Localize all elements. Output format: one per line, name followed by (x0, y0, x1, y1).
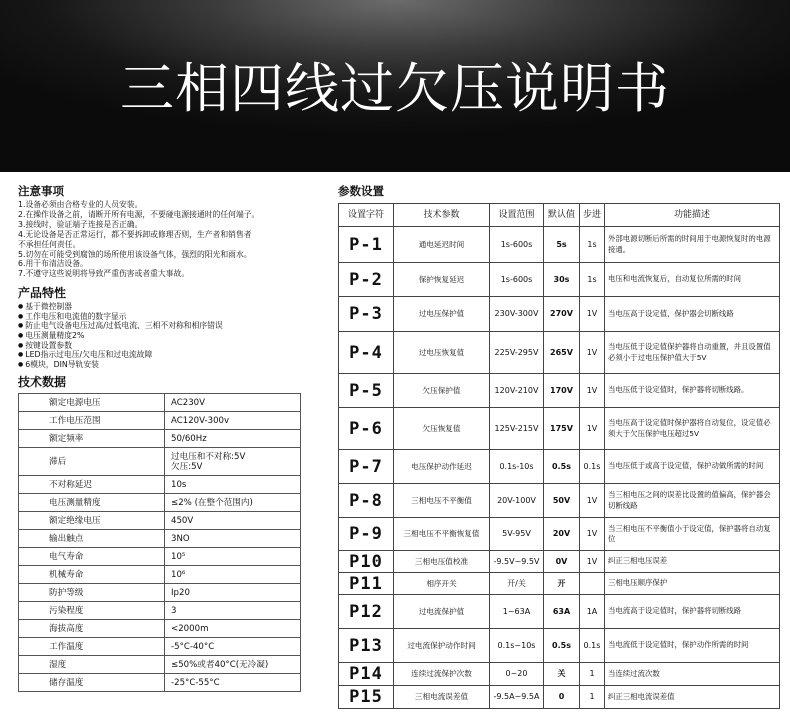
table-row (339, 686, 780, 709)
param-step: 1V (580, 408, 605, 450)
note-line: 4.无论设备是否正常运行，都不要拆卸或修理否则，生产者和销售者 (18, 229, 252, 239)
header-cell: 设置字符 (339, 204, 394, 227)
param-range: 120V-210V (490, 374, 544, 408)
param-desc: 当电流高于设定值时，保护器将切断线路 (605, 595, 780, 629)
param-name: 电压保护动作延迟 (394, 450, 490, 484)
param-step: 1V (580, 332, 605, 374)
table-row (339, 297, 780, 332)
table-row (19, 584, 301, 602)
param-range: 125V-215V (490, 408, 544, 450)
param-step: 0.1s (580, 629, 605, 663)
param-range: 1s-600s (490, 227, 544, 263)
feature-item: ● 按键设置参数 (18, 341, 306, 351)
param-name: 保护恢复延迟 (394, 263, 490, 297)
param-step: 1V (580, 297, 605, 332)
param-desc: 当三相电压不平衡值小于设定值，保护器将自动复位 (605, 518, 780, 551)
header-cell: 功能描述 (605, 204, 780, 227)
tech-value-line: 欠压:5V (171, 461, 203, 472)
params-table (338, 203, 780, 709)
tech-value: ≤50%或者40°C(无冷凝) (165, 656, 301, 674)
param-range: 0.1s-10s (490, 450, 544, 484)
param-default: 50V (544, 484, 580, 518)
tech-label: 额定电源电压 (19, 394, 165, 412)
param-code: P-8 (339, 484, 394, 518)
tech-value: 10s (165, 476, 301, 494)
param-default: 0.5s (544, 629, 580, 663)
param-desc: 三相电压顺序保护 (605, 573, 780, 595)
param-name: 过电流保护动作时间 (394, 629, 490, 663)
param-code: P-6 (339, 408, 394, 450)
param-code: P12 (339, 595, 394, 629)
feature-item: ● 防止电气设备电压过高/过低电流、三相不对称和相序错误 (18, 321, 306, 331)
param-name: 连续过流保护次数 (394, 663, 490, 686)
param-code: P11 (339, 573, 394, 595)
param-name: 过电流保护值 (394, 595, 490, 629)
tech-label: 机械寿命 (19, 566, 165, 584)
param-name: 相序开关 (394, 573, 490, 595)
param-name: 欠压恢复值 (394, 408, 490, 450)
tech-value: AC230V (165, 394, 301, 412)
param-step: 1V (580, 518, 605, 551)
tech-value: -5°C-40°C (165, 638, 301, 656)
tech-label: 滞后 (19, 448, 165, 476)
table-row (19, 566, 301, 584)
tech-value: 450V (165, 512, 301, 530)
table-row (339, 450, 780, 484)
tech-value-line: 过电压和不对称:5V (171, 451, 246, 462)
param-name: 三相电流误差值 (394, 686, 490, 709)
right-column (338, 184, 782, 709)
table-row (339, 573, 780, 595)
param-default: 0V (544, 551, 580, 573)
params-title: 参数设置 (338, 184, 384, 198)
table-row (339, 332, 780, 374)
notes-title: 注意事项 (18, 184, 64, 198)
param-range: 20V-100V (490, 484, 544, 518)
table-row (19, 674, 301, 692)
param-default: 170V (544, 374, 580, 408)
feature-item: ● LED指示过电压/欠电压和过电流故障 (18, 350, 306, 360)
table-row (339, 663, 780, 686)
param-name: 三相电压值校准 (394, 551, 490, 573)
param-default: 20V (544, 518, 580, 551)
tech-value: 10⁵ (165, 548, 301, 566)
param-step: 1s (580, 263, 605, 297)
table-row (19, 602, 301, 620)
param-name: 过电压保护值 (394, 297, 490, 332)
param-default: 63A (544, 595, 580, 629)
notes-list (18, 200, 306, 279)
param-step (580, 573, 605, 595)
param-name: 欠压保护值 (394, 374, 490, 408)
param-desc: 当电流低于设定值时，保护动作所需的时间 (605, 629, 780, 663)
param-step: 1s (580, 227, 605, 263)
param-code: P-1 (339, 227, 394, 263)
tech-label: 额定绝缘电压 (19, 512, 165, 530)
table-row (19, 530, 301, 548)
param-desc: 当电压高于设定值，保护器会切断线路 (605, 297, 780, 332)
features-title: 产品特性 (18, 286, 67, 301)
param-code: P-5 (339, 374, 394, 408)
feature-item: ● 电压测量精度2% (18, 331, 306, 341)
table-row (339, 484, 780, 518)
tech-label: 工作电压范围 (19, 412, 165, 430)
param-default: 关 (544, 663, 580, 686)
table-row (19, 430, 301, 448)
table-row (19, 476, 301, 494)
param-range: 1s-600s (490, 263, 544, 297)
table-row (19, 394, 301, 412)
table-row (19, 494, 301, 512)
tech-value: <2000m (165, 620, 301, 638)
table-row (339, 227, 780, 263)
tech-value: ≤2% (在整个范围内) (165, 494, 301, 512)
param-default: 0.5s (544, 450, 580, 484)
param-name: 通电延迟时间 (394, 227, 490, 263)
tech-value: 3 (165, 602, 301, 620)
param-step: 1A (580, 595, 605, 629)
tech-label: 电压测量精度 (19, 494, 165, 512)
tech-value: 10⁶ (165, 566, 301, 584)
param-name: 三相电压不平衡值 (394, 484, 490, 518)
param-range: -9.5V~9.5V (490, 551, 544, 573)
tech-label: 海拔高度 (19, 620, 165, 638)
table-row (19, 656, 301, 674)
feature-item: ● 基于微控制器 (18, 302, 306, 312)
param-range: 0.1s~10s (490, 629, 544, 663)
tech-label: 储存温度 (19, 674, 165, 692)
tech-label: 工作温度 (19, 638, 165, 656)
param-default: 开 (544, 573, 580, 595)
param-code: P15 (339, 686, 394, 709)
tech-label: 不对称延迟 (19, 476, 165, 494)
note-line: 3.接线时，验证端子连接是否正确。 (18, 219, 143, 229)
param-range: 5V-95V (490, 518, 544, 551)
param-step: 1V (580, 551, 605, 573)
table-row (19, 638, 301, 656)
param-desc: 当电压高于设定值时保护器将自动复位，设定值必须大于欠压保护电压超过5V (605, 408, 780, 450)
param-code: P-2 (339, 263, 394, 297)
param-desc: 当三相电压之间的误差比设置的值偏高，保护器会切断线路 (605, 484, 780, 518)
table-row (19, 620, 301, 638)
param-desc: 当连续过流次数 (605, 663, 780, 686)
param-desc: 当电压低于设定值保护器将自动重置，并且设置值必须小于过电压保护值大于5V (605, 332, 780, 374)
tech-table (18, 393, 301, 692)
param-name: 过电压恢复值 (394, 332, 490, 374)
param-code: P-7 (339, 450, 394, 484)
param-step: 1 (580, 663, 605, 686)
param-step: 1 (580, 686, 605, 709)
param-default: 270V (544, 297, 580, 332)
page-title: 三相四线过欠压说明书 (120, 57, 670, 120)
param-range: -9.5A~9.5A (490, 686, 544, 709)
tech-value: 3NO (165, 530, 301, 548)
param-desc: 当电压低于设定值时，保护器将切断线路。 (605, 374, 780, 408)
feature-item: ● 工作电压和电流值的数字显示 (18, 312, 306, 322)
param-step: 0.1s (580, 450, 605, 484)
param-default: 0 (544, 686, 580, 709)
header-cell: 步进 (580, 204, 605, 227)
param-code: P-3 (339, 297, 394, 332)
note-line: 不承担任何责任。 (18, 239, 81, 249)
tech-label: 额定频率 (19, 430, 165, 448)
tech-value: AC120V-300v (165, 412, 301, 430)
param-default: 265V (544, 332, 580, 374)
table-header-row (339, 204, 780, 227)
header-cell: 默认值 (544, 204, 580, 227)
tech-value: 50/60Hz (165, 430, 301, 448)
table-row (339, 629, 780, 663)
param-range: 1~63A (490, 595, 544, 629)
tech-value: -25°C-55°C (165, 674, 301, 692)
param-step: 1V (580, 374, 605, 408)
features-list (18, 302, 306, 369)
table-row (339, 374, 780, 408)
param-range: 225V-295V (490, 332, 544, 374)
table-row (339, 408, 780, 450)
note-line: 7.不遵守这些说明将导致严重伤害或者重大事故。 (18, 269, 190, 279)
title-banner (0, 0, 790, 172)
table-row (19, 512, 301, 530)
table-row (19, 412, 301, 430)
tech-label: 电气寿命 (19, 548, 165, 566)
header-cell: 技术参数 (394, 204, 490, 227)
left-column (18, 184, 306, 692)
param-default: 30s (544, 263, 580, 297)
param-desc: 外部电源切断后所需的时间用于电源恢复时的电源接通。 (605, 227, 780, 263)
param-step: 1V (580, 484, 605, 518)
tech-value: Ip20 (165, 584, 301, 602)
param-code: P10 (339, 551, 394, 573)
param-desc: 当电压低于或高于设定值，保护动做所需的时间 (605, 450, 780, 484)
param-code: P14 (339, 663, 394, 686)
note-line: 2.在操作设备之前，请断开所有电源，不要碰电源接通时的任何端子。 (18, 209, 260, 219)
feature-item: ● 6模块，DIN导轨安装 (18, 360, 306, 370)
tech-title: 技术数据 (18, 375, 67, 390)
table-row (19, 448, 301, 476)
table-row (19, 548, 301, 566)
param-name: 三相电压不平衡恢复值 (394, 518, 490, 551)
note-line: 5.切勿在可能受到腐蚀的场所使用该设备气体，强烈的阳光和雨水。 (18, 249, 252, 259)
tech-label: 输出触点 (19, 530, 165, 548)
param-default: 175V (544, 408, 580, 450)
param-range: 0~20 (490, 663, 544, 686)
param-desc: 纠正三相电流误差值 (605, 686, 780, 709)
table-row (339, 595, 780, 629)
param-desc: 纠正三相电压误差 (605, 551, 780, 573)
table-row (339, 551, 780, 573)
tech-label: 湿度 (19, 656, 165, 674)
table-row (339, 518, 780, 551)
param-default: 5s (544, 227, 580, 263)
tech-label: 防护等级 (19, 584, 165, 602)
param-code: P-4 (339, 332, 394, 374)
table-row (339, 263, 780, 297)
param-range: 开/关 (490, 573, 544, 595)
header-cell: 设置范围 (490, 204, 544, 227)
note-line: 1.设备必须由合格专业的人员安装。 (18, 200, 143, 209)
tech-label: 污染程度 (19, 602, 165, 620)
param-range: 230V-300V (490, 297, 544, 332)
param-code: P-9 (339, 518, 394, 551)
tech-value (165, 448, 301, 476)
note-line: 6.用干布清洁设备。 (18, 259, 88, 269)
param-code: P13 (339, 629, 394, 663)
param-desc: 电压和电流恢复后，自动复位所需的时间 (605, 263, 780, 297)
